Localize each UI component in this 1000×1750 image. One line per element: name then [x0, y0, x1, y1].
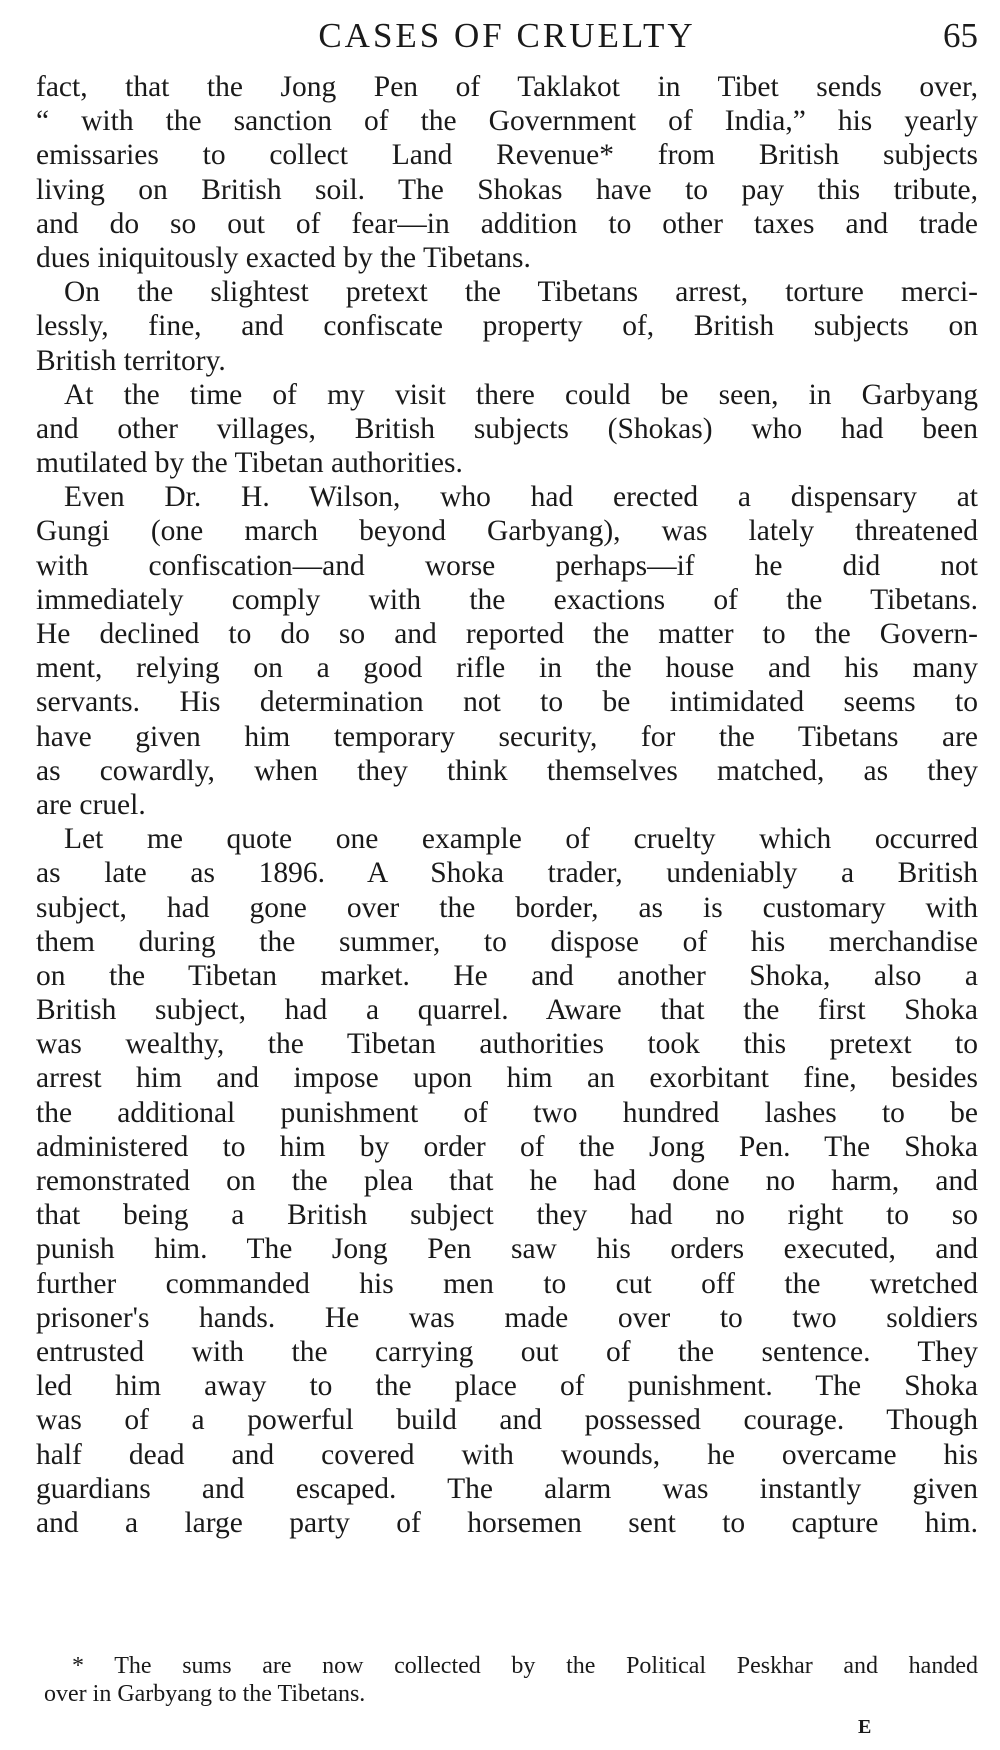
text-line: “ with the sanction of the Government of India,” his yearly: [36, 105, 978, 138]
text-line: and do so out of fear—in addition to other taxes and trade: [36, 207, 978, 240]
footnote-line: over in Garbyang to the Tibetans.: [44, 1681, 366, 1707]
text-line: the additional punishment of two hundred lashes to be: [36, 1096, 978, 1129]
text-line: punish him. The Jong Pen saw his orders executed, and: [36, 1233, 978, 1266]
text-line: ment, relying on a good rifle in the house and his many: [36, 652, 978, 685]
text-line: lessly, fine, and confiscate property of, British subjects on: [36, 310, 978, 343]
text-line: immediately comply with the exactions of the Tibetans.: [36, 583, 978, 616]
text-line: arrest him and impose upon him an exorbitant fine, besides: [36, 1062, 978, 1095]
footnote: [44, 1652, 978, 1708]
signature-mark: E: [858, 1716, 873, 1738]
text-line: British subject, had a quarrel. Aware that the first Shoka: [36, 994, 978, 1027]
text-line: that being a British subject they had no right to so: [36, 1199, 978, 1232]
text-line: are cruel.: [36, 788, 146, 821]
text-line: led him away to the place of punishment. The Shoka: [36, 1370, 978, 1403]
text-line: remonstrated on the plea that he had done no harm, and: [36, 1165, 978, 1197]
page-number: 65: [943, 16, 978, 55]
footnote-line: * The sums are now collected by the Political Peskhar and handed: [72, 1653, 978, 1679]
text-line: administered to him by order of the Jong Pen. The Shoka: [36, 1130, 978, 1163]
text-line: Let me quote one example of cruelty which occurred: [64, 823, 978, 856]
running-head: [36, 14, 978, 58]
text-line: Gungi (one march beyond Garbyang), was lately threatened: [36, 515, 978, 548]
text-line: was wealthy, the Tibetan authorities took this pretext to: [36, 1028, 978, 1061]
text-line: Even Dr. H. Wilson, who had erected a dispensary at: [64, 481, 978, 514]
text-line: living on British soil. The Shokas have to pay this tribute,: [36, 173, 978, 206]
paragraph: [36, 275, 978, 378]
paragraph: [36, 378, 978, 481]
text-line: as cowardly, when they think themselves matched, as they: [36, 754, 978, 787]
text-line: was of a powerful build and possessed courage. Though: [36, 1404, 978, 1437]
text-line: have given him temporary security, for the Tibetans are: [36, 720, 978, 753]
text-line: At the time of my visit there could be seen, in Garbyang: [64, 378, 978, 411]
text-line: on the Tibetan market. He and another Shoka, also a: [36, 959, 978, 992]
text-line: fact, that the Jong Pen of Taklakot in Tibet sends over,: [36, 71, 978, 103]
text-line: guardians and escaped. The alarm was instantly given: [36, 1472, 978, 1505]
text-line: He declined to do so and reported the matter to the Govern-: [36, 618, 978, 650]
text-line: subject, had gone over the border, as is customary with: [36, 891, 978, 924]
text-line: half dead and covered with wounds, he overcame his: [36, 1438, 978, 1471]
text-line: and other villages, British subjects (Shokas) who had been: [36, 412, 978, 445]
text-line: emissaries to collect Land Revenue* from British subjects: [36, 139, 978, 172]
text-line: with confiscation—and worse perhaps—if he did not: [36, 549, 978, 582]
text-line: and a large party of horsemen sent to capture him.: [36, 1506, 978, 1539]
text-line: British territory.: [36, 344, 226, 377]
text-line: mutilated by the Tibetan authorities.: [36, 447, 463, 480]
text-line: as late as 1896. A Shoka trader, undeniably a British: [36, 857, 978, 890]
text-line: them during the summer, to dispose of his merchandise: [36, 925, 978, 958]
paragraph: [36, 70, 978, 275]
text-line: servants. His determination not to be intimidated seems to: [36, 686, 978, 719]
running-title: CASES OF CRUELTY: [318, 16, 696, 55]
text-line: dues iniquitously exacted by the Tibetans.: [36, 241, 531, 274]
text-line: further commanded his men to cut off the wretched: [36, 1267, 978, 1300]
body-text: [36, 70, 978, 1540]
paragraph: [36, 822, 978, 1540]
text-line: prisoner's hands. He was made over to two soldiers: [36, 1301, 978, 1334]
paragraph: [36, 480, 978, 822]
text-line: On the slightest pretext the Tibetans arrest, torture merci-: [64, 276, 978, 309]
text-line: entrusted with the carrying out of the sentence. They: [36, 1335, 978, 1368]
